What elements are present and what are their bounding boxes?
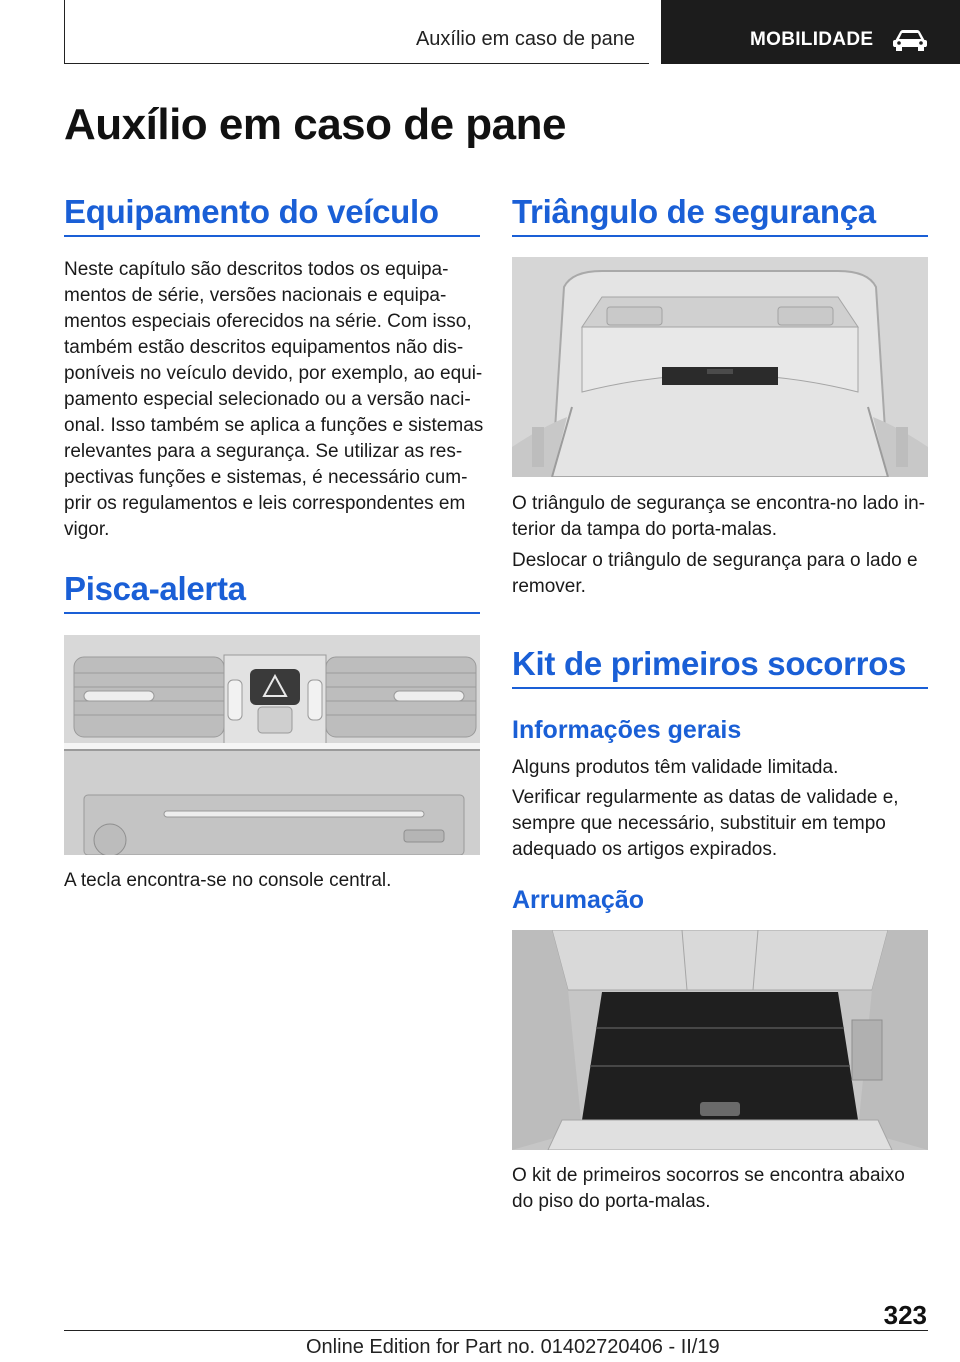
heading-rule [64, 235, 480, 237]
subheading-storage: Arrumação [512, 886, 644, 914]
text-line: Deslocar o triângulo de segurança para o lado e [512, 550, 918, 571]
text-line: onal. Isso também se aplica a funções e sistemas [64, 415, 484, 436]
heading-vehicle-equipment: Equipamento do veículo [64, 193, 439, 230]
text-line: vigor. [64, 519, 110, 540]
heading-warning-triangle: Triângulo de segurança [512, 193, 876, 230]
warning-triangle-paragraph-2 [512, 548, 942, 600]
hazard-lights-caption: A tecla encontra-se no console central. [64, 870, 392, 891]
header-chapter-label: MOBILIDADE [750, 29, 874, 50]
text-line: mentos especiais oferecidos na série. Com isso, [64, 311, 472, 332]
car-icon [891, 27, 929, 58]
vehicle-equipment-paragraph [64, 257, 484, 543]
header-chapter-tab[interactable] [661, 0, 960, 64]
text-line: pamento especial selecionado ou a versão naci‐ [64, 389, 471, 410]
text-line: mentos de série, versões nacionais e equipa‐ [64, 285, 447, 306]
storage-paragraph [512, 1163, 942, 1215]
text-line: relevantes para a segurança. Se utilizar as res‐ [64, 441, 463, 462]
general-info-paragraph-1: Alguns produtos têm validade limitada. [512, 757, 839, 778]
footer-edition-text: Online Edition for Part no. 01402720406 - II/19 [306, 1336, 720, 1358]
page-number: 323 [883, 1300, 927, 1330]
text-line: adequado os artigos expirados. [512, 839, 778, 860]
heading-rule [512, 235, 928, 237]
heading-first-aid-kit: Kit de primeiros socorros [512, 645, 907, 682]
header-section-box [64, 0, 649, 64]
text-line: sempre que necessário, substituir em tempo [512, 813, 886, 834]
text-line: Verificar regularmente as datas de validade e, [512, 787, 899, 808]
text-line: O kit de primeiros socorros se encontra abaixo [512, 1165, 905, 1186]
text-line: O triângulo de segurança se encontra-no lado in‐ [512, 493, 925, 514]
subheading-general-information: Informações gerais [512, 716, 742, 744]
text-line: poníveis no veículo devido, por exemplo, ao equi‐ [64, 363, 483, 384]
text-line: terior da tampa do porta-malas. [512, 519, 778, 540]
text-line: Neste capítulo são descritos todos os equipa‐ [64, 259, 449, 280]
text-line: remover. [512, 576, 586, 597]
warning-triangle-paragraph-1 [512, 491, 942, 543]
heading-rule [64, 612, 480, 614]
text-line: prir os regulamentos e leis correspondentes em [64, 493, 466, 514]
header-section-title: Auxílio em caso de pane [415, 28, 635, 50]
text-line: do piso do porta-malas. [512, 1191, 711, 1212]
footer-rule [64, 1330, 928, 1331]
general-info-paragraph-2 [512, 785, 942, 863]
text-line: também estão descritos equipamentos não dis‐ [64, 337, 464, 358]
heading-hazard-lights: Pisca-alerta [64, 570, 246, 607]
trunk-floor-illustration [512, 930, 928, 1150]
page-title: Auxílio em caso de pane [64, 100, 566, 149]
tailgate-illustration [512, 257, 928, 477]
text-line: pectivas funções e sistemas, é necessário cum‐ [64, 467, 468, 488]
hazard-button-illustration [64, 635, 480, 855]
heading-rule [512, 687, 928, 689]
